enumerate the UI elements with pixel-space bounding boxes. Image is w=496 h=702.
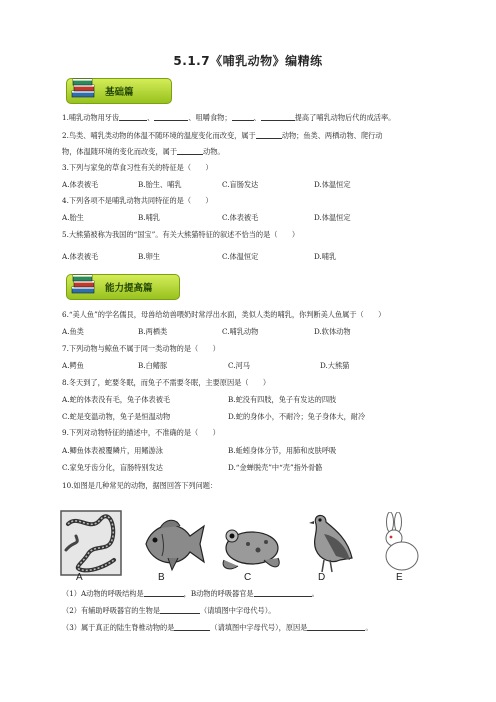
question-10-stem: 10.如图是几种常见的动物，据图回答下列问题： xyxy=(62,481,218,490)
figure-label: E xyxy=(396,572,403,583)
question-4-stem: 4.下列各项不是哺乳动物共同特征的是（ ） xyxy=(62,196,213,205)
question-5-options xyxy=(62,252,422,262)
option: D.体温恒定 xyxy=(314,213,351,222)
option: C.蛇是变温动物，兔子是恒温动物 xyxy=(62,412,171,421)
question-9-stem: 9.下列对动物特征的描述中，不准确的是（ ） xyxy=(62,428,220,437)
question-2-line-1: 2.鸟类、哺乳类动物的体温不随环境的温度变化而改变，属于 动物；鱼类、两栖动物、爬行动 xyxy=(62,131,383,140)
earthworm-figure xyxy=(60,510,122,576)
option: B.卵生 xyxy=(138,252,160,261)
question-7-options xyxy=(62,361,422,371)
figure-label: C xyxy=(244,572,252,583)
figure-label: A xyxy=(76,572,83,583)
question-8-options-row-1 xyxy=(62,395,422,405)
question-10-part-1: （1）A动物的呼吸结构是 ，B动物的呼吸器官是 。 xyxy=(62,589,319,598)
section-banner-basic xyxy=(66,78,172,104)
option: A.鱼类 xyxy=(62,327,84,336)
option: C.哺乳动物 xyxy=(222,327,259,336)
question-10-part-3: （3）属于真正的陆生脊椎动物的是 （请填图中字母代号），原因是 。 xyxy=(62,623,373,632)
question-4-options xyxy=(62,213,422,223)
question-8-options-row-2 xyxy=(62,412,442,422)
page-title: 5.1.7《哺乳动物》编精练 xyxy=(173,54,323,68)
option: C.盲肠发达 xyxy=(222,180,259,189)
section-label-basic: 基础篇 xyxy=(105,87,134,98)
option: C.家兔牙齿分化，盲肠特别发达 xyxy=(62,463,163,472)
question-7-stem: 7.下列动物与鲸鱼不属于同一类动物的是（ ） xyxy=(62,344,220,353)
option: D.哺乳 xyxy=(314,252,337,261)
option: A.鲫鱼体表被覆鳞片，用鳍游泳 xyxy=(62,446,163,455)
option: D.蛇的身体小，不耐冷；兔子身体大，耐冷 xyxy=(228,412,366,421)
option: D.体温恒定 xyxy=(314,180,351,189)
question-8-stem: 8.冬天到了，蛇要冬眠，而兔子不需要冬眠，主要原因是（ ） xyxy=(62,378,271,387)
option: C.体温恒定 xyxy=(222,252,259,261)
frog-figure xyxy=(218,516,284,574)
question-9-options-row-2 xyxy=(62,463,422,473)
question-9-options-row-1 xyxy=(62,446,422,456)
figure-label: B xyxy=(158,572,165,583)
question-3-options xyxy=(62,180,422,190)
option: A.体表被毛 xyxy=(62,180,99,189)
books-icon xyxy=(69,270,97,298)
option: B.蛇没有四肢，兔子有发达的四肢 xyxy=(228,395,337,404)
option: B.两栖类 xyxy=(138,327,168,336)
section-banner-advanced xyxy=(66,274,180,300)
question-1: 1.哺乳动物用牙齿 、 、咀嚼食物； 、 提高了哺乳动物后代的成活率。 xyxy=(62,113,396,122)
option: D.“金蝉脱壳”中“壳”指外骨骼 xyxy=(228,463,323,472)
option: B.胎生、哺乳 xyxy=(138,180,182,189)
question-3-stem: 3.下列与家兔的草食习性有关的特征是（ ） xyxy=(62,163,213,172)
question-6-stem: 6.“美人鱼”的学名儒艮，母兽给幼兽喂奶时常浮出水面，类似人类的哺乳，你判断美人鱼属于（ ） xyxy=(62,310,386,319)
option: A.蛇的体表没有毛，兔子体表被毛 xyxy=(62,395,171,404)
figure-label: D xyxy=(318,572,326,583)
question-6-options xyxy=(62,327,422,337)
option: D.大熊猫 xyxy=(320,361,350,370)
fish-figure xyxy=(138,514,208,574)
option: A.鳄鱼 xyxy=(62,361,84,370)
question-10-part-2: （2）有辅助呼吸器官的生物是 （请填图中字母代号）。 xyxy=(62,606,276,615)
rabbit-figure xyxy=(378,512,422,574)
option: B.白鳍豚 xyxy=(138,361,168,370)
pigeon-figure xyxy=(302,510,356,576)
option: C.河马 xyxy=(228,361,250,370)
option: D.软体动物 xyxy=(314,327,351,336)
question-2-line-2: 物，体温随环境的变化而改变，属于 动物。 xyxy=(62,147,225,156)
option: A.体表被毛 xyxy=(62,252,99,261)
option: A.胎生 xyxy=(62,213,84,222)
option: B.蚯蚓身体分节，用肺和皮肤呼吸 xyxy=(228,446,337,455)
option: C.体表被毛 xyxy=(222,213,259,222)
books-icon xyxy=(69,74,97,102)
question-5-stem: 5.大熊猫被称为我国的“国宝”。有关大熊猫特征的叙述不恰当的是（ ） xyxy=(62,230,300,239)
option: B.哺乳 xyxy=(138,213,160,222)
section-label-advanced: 能力提高篇 xyxy=(105,283,153,294)
